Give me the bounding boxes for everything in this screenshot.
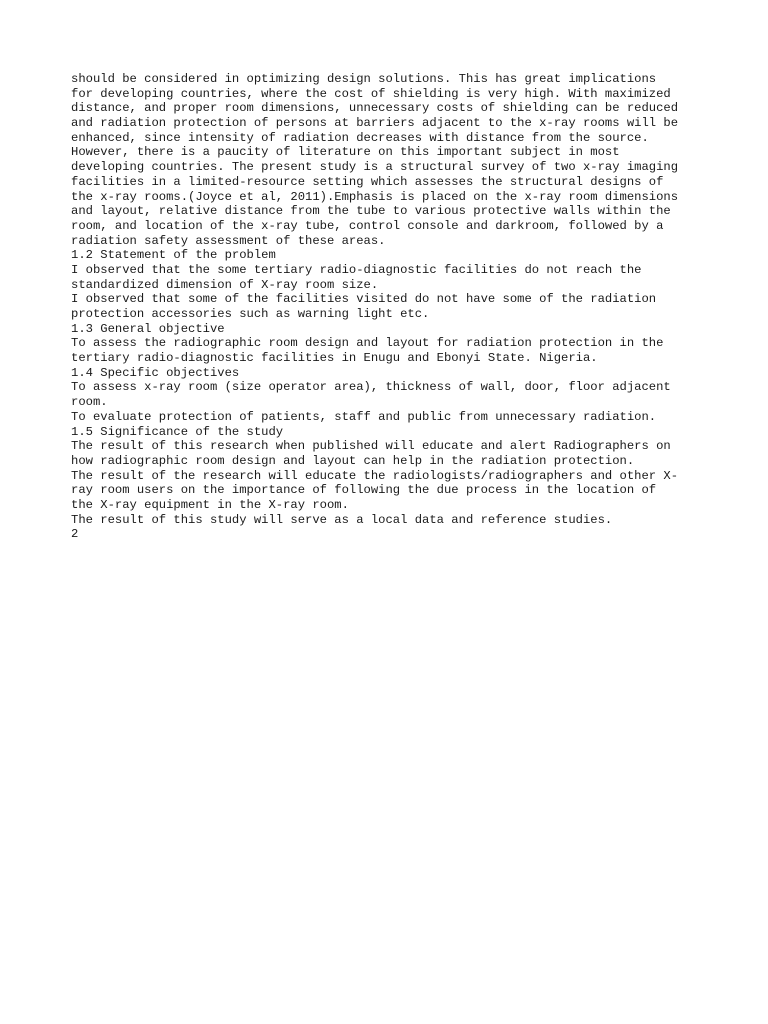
body-line: how radiographic room design and layout can help in the radiation protection.	[71, 453, 635, 468]
body-line: I observed that some of the facilities visited do not have some of the radiation	[71, 292, 657, 307]
body-line: The result of this study will serve as a local data and reference studies.	[71, 512, 613, 527]
paragraph-intro-line: for developing countries, where the cost of shielding is very high. With maximized	[71, 86, 671, 101]
paragraph-intro-line: enhanced, since intensity of radiation decreases with distance from the source.	[71, 130, 649, 145]
paragraph-intro-line: developing countries. The present study is a structural survey of two x-ray imaging	[71, 160, 679, 175]
paragraph-intro-line: radiation safety assessment of these areas.	[71, 233, 386, 248]
body-line: I observed that the some tertiary radio-diagnostic facilities do not reach the	[71, 262, 642, 277]
body-line: To evaluate protection of patients, staff and public from unnecessary radiation.	[71, 409, 657, 424]
paragraph-intro-line: facilities in a limited-resource setting which assesses the structural designs of	[71, 174, 664, 189]
paragraph-intro-line: and radiation protection of persons at barriers adjacent to the x-ray rooms will be	[71, 116, 679, 131]
body-line: standardized dimension of X-ray room size.	[71, 277, 379, 292]
body-line: The result of the research will educate the radiologists/radiographers and other X-	[71, 468, 679, 483]
body-line: the X-ray equipment in the X-ray room.	[71, 497, 349, 512]
body-line: room.	[71, 395, 108, 410]
body-line: To assess the radiographic room design and layout for radiation protection in the	[71, 336, 664, 351]
paragraph-intro-line: and layout, relative distance from the tube to various protective walls within the	[71, 204, 671, 219]
paragraph-intro-line: room, and location of the x-ray tube, control console and darkroom, followed by a	[71, 218, 664, 233]
body-line: To assess x-ray room (size operator area), thickness of wall, door, floor adjacent	[71, 380, 671, 395]
paragraph-intro-line: the x-ray rooms.(Joyce et al, 2011).Emphasis is placed on the x-ray room dimensions	[71, 189, 679, 204]
body-line: ray room users on the importance of following the due process in the location of	[71, 483, 657, 498]
body-line: The result of this research when published will educate and alert Radiographers on	[71, 439, 671, 454]
section-heading: 1.3 General objective	[71, 321, 225, 336]
paragraph-intro-line: distance, and proper room dimensions, unnecessary costs of shielding can be reduced	[71, 101, 679, 116]
body-line: protection accessories such as warning light etc.	[71, 307, 430, 321]
section-heading: 1.2 Statement of the problem	[71, 248, 276, 263]
page-number: 2	[71, 527, 79, 542]
section-heading: 1.4 Specific objectives	[71, 365, 240, 380]
paragraph-intro-line: However, there is a paucity of literature on this important subject in most	[71, 145, 620, 160]
section-heading: 1.5 Significance of the study	[71, 424, 284, 439]
document-page	[71, 72, 711, 542]
body-line: tertiary radio-diagnostic facilities in Enugu and Ebonyi State. Nigeria.	[71, 351, 598, 366]
paragraph-intro-line: should be considered in optimizing design solutions. This has great implications	[71, 72, 657, 86]
